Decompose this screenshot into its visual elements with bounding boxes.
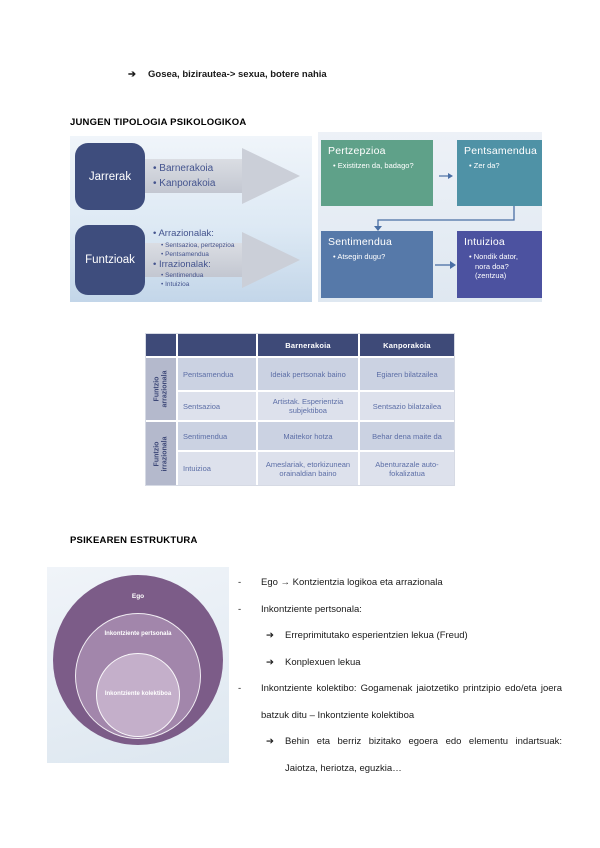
typology-arrow-diagram — [70, 136, 312, 302]
arrow-bullet-icon: ➔ — [266, 736, 274, 747]
table-cell: Ideiak pertsonak baino — [258, 358, 358, 390]
row-group-funtzio-irrazionala: Funtzio irrazionala — [146, 422, 176, 485]
typology-table — [145, 333, 455, 486]
bullet-item: • Pentsamendua — [161, 250, 209, 258]
intro-text: Gosea, bizirautea-> sexua, botere nahia — [148, 69, 327, 80]
note-item: - Inkontziente kolektibo: Gogamenak jaiotzetiko printzipio edo/eta joera batzuk ditu – Inkontziente kolektiboa — [238, 676, 562, 729]
matrix-cell-title: Sentimendua — [328, 236, 393, 248]
funtzioak-bullets — [153, 228, 234, 289]
typology-box-jarrerak: Jarrerak — [75, 143, 145, 210]
table-header-barnerakoia: Barnerakoia — [258, 334, 358, 356]
section-title-psyche-structure: PSIKEAREN ESTRUKTURA — [70, 535, 198, 546]
table-row-label: Sentsazioa — [178, 392, 256, 420]
dash-bullet: - — [238, 577, 242, 588]
arrow-head-icon — [242, 232, 300, 288]
dash-bullet: - — [238, 683, 242, 694]
bullet-item: • Sentimendua — [161, 272, 204, 279]
intro-bullet — [128, 69, 327, 80]
arrow-bullet-icon: ➔ — [128, 69, 136, 80]
table-cell: Abenturazale auto-fokalizatua — [360, 452, 454, 485]
typology-box-funtzioak: Funtzioak — [75, 225, 145, 295]
bullet-item: • Arrazionalak: — [153, 228, 214, 239]
table-cell: Maitekor hotza — [258, 422, 358, 450]
matrix-cell-title: Intuizioa — [464, 236, 505, 248]
bullet-item: • Kanporakoia — [153, 178, 216, 189]
section-title-jung-typology: JUNGEN TIPOLOGIA PSIKOLOGIKOA — [70, 117, 247, 128]
table-row-label: Intuizioa — [178, 452, 256, 485]
note-item: - Inkontziente pertsonala: — [238, 597, 562, 624]
psyche-notes — [238, 570, 562, 782]
dash-bullet: - — [238, 603, 242, 615]
matrix-cell-title: Pentsamendua — [464, 145, 538, 157]
bullet-item: • Irrazionalak: — [153, 258, 211, 270]
bullet-item: • Barnerakoia — [153, 163, 214, 174]
bullet-item: • Sentsazioa, pertzepzioa — [161, 241, 235, 249]
table-cell: Artistak. Esperientzia subjektiboa — [258, 392, 358, 420]
matrix-cell-title: Pertzepzioa — [328, 145, 386, 157]
matrix-cell-bullet: • Zer da? — [469, 161, 500, 170]
table-header-empty — [146, 334, 176, 356]
table-cell: Ameslariak, etorkizunean orainaldian baino — [258, 452, 358, 485]
note-subitem: ➔ Erreprimitutako esperientzien lekua (Freud) — [238, 623, 562, 650]
matrix-cell-bullet: • Atsegin dugu? — [333, 252, 386, 261]
circle-label-ego: Ego — [131, 593, 145, 600]
table-cell: Behar dena maite da — [360, 422, 454, 450]
table-header-empty — [178, 334, 256, 356]
matrix-cell-bullet: • Nondik dator, nora doa? (zentzua) — [469, 252, 518, 280]
note-item: - Ego → Kontzientzia logikoa eta arrazionala — [238, 570, 562, 597]
jarrerak-bullets — [153, 161, 215, 191]
matrix-cell-bullet: • Existitzen da, badago? — [333, 161, 414, 170]
functions-matrix-diagram — [318, 132, 542, 302]
arrow-bullet-icon: ➔ — [266, 656, 274, 668]
table-cell: Egiaren bilatzailea — [360, 358, 454, 390]
psyche-circles-diagram — [47, 567, 229, 763]
note-subitem: ➔ Konplexuen lekua — [238, 650, 562, 677]
arrow-head-icon — [242, 148, 300, 204]
table-cell: Sentsazio bilatzailea — [360, 392, 454, 420]
table-header-kanporakoia: Kanporakoia — [360, 334, 454, 356]
circle-label-kolektiboa: Inkontziente kolektiboa — [104, 691, 172, 697]
arrow-bullet-icon: ➔ — [266, 630, 274, 641]
bullet-item: • Intuizioa — [161, 281, 190, 288]
row-group-funtzio-arrazionala: Funtzio arrazionala — [146, 358, 176, 420]
table-row-label: Pentsamendua — [178, 358, 256, 390]
table-row-label: Sentimendua — [178, 422, 256, 450]
circle-label-pertsonala: Inkontziente pertsonala — [104, 631, 172, 637]
matrix-connector-arrows — [318, 132, 542, 302]
note-subitem: ➔ Behin eta berriz bizitako egoera edo elementu indartsuak: Jaiotza, heriotza, eguzkia… — [238, 729, 562, 782]
